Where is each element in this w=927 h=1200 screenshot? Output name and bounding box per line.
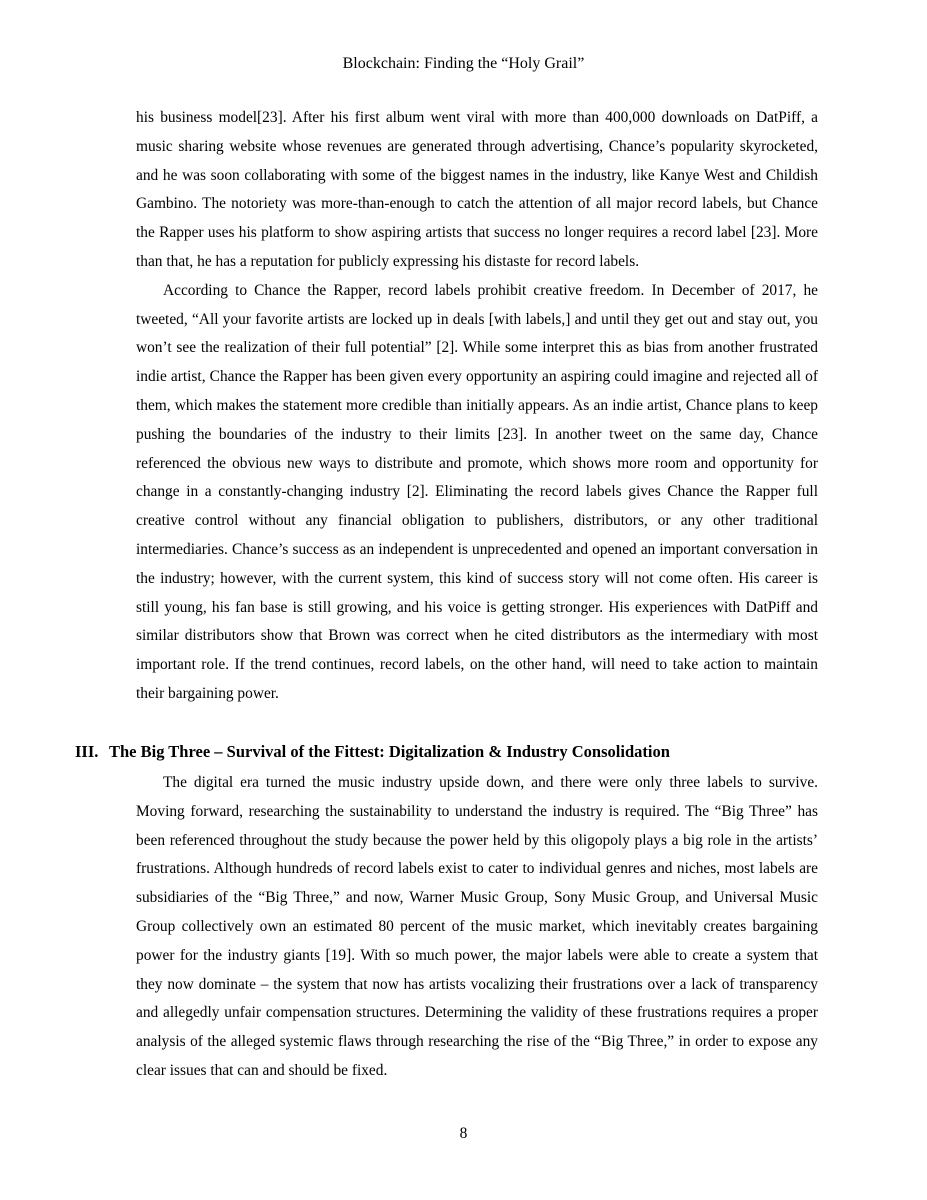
body-text-block <box>136 104 818 709</box>
section-heading <box>75 740 855 764</box>
paragraph: his business model[23]. After his first album went viral with more than 400,000 downloads on DatPiff, a music sharing website whose revenues are generated through advertising, Chance’s popularity skyrocketed, and he was soon collaborating with some of the biggest names in the industry, like Kanye West and Childish Gambino. The notoriety was more-than-enough to catch the attention of all major record labels, but Chance the Rapper uses his platform to show aspiring artists that success no longer requires a record label [23]. More than that, he has a reputation for publicly expressing his distaste for record labels. <box>136 109 818 270</box>
section-number: III. <box>75 742 99 761</box>
running-head-title: Blockchain: Finding the “Holy Grail” <box>342 55 585 72</box>
paragraph: According to Chance the Rapper, record labels prohibit creative freedom. In December of 2017, he tweeted, “All your favorite artists are locked up in deals [with labels,] and until they get out and stay out, you won’t see the realization of their full potential” [2]. While some interpret this as bias from another frustrated indie artist, Chance the Rapper has been given every opportunity an aspiring could imagine and rejected all of them, which makes the statement more credible than initially appears. As an indie artist, Chance plans to keep pushing the boundaries of the industry to their limits [23]. In another tweet on the same day, Chance referenced the obvious new ways to distribute and promote, which shows more room and opportunity for change in a constantly-changing industry [2]. Eliminating the record labels gives Chance the Rapper full creative control without any financial obligation to publishers, distributors, or any other traditional intermediaries. Chance’s success as an independent is unprecedented and opened an important conversation in the industry; however, with the current system, this kind of success story will not come often. His career is still young, his fan base is still growing, and his voice is getting stronger. His experiences with DatPiff and similar distributors show that Brown was correct when he cited distributors as the intermediary with most important role. If the trend continues, record labels, on the other hand, will need to take action to maintain their bargaining power. <box>136 281 818 702</box>
paragraph: The digital era turned the music industry upside down, and there were only three labels to survive. Moving forward, researching the sustainability to understand the industry is required. The “Big Three” has been referenced throughout the study because the power held by this oligopoly plays a big role in the artists’ frustrations. Although hundreds of record labels exist to cater to individual genres and niches, most labels are subsidiaries of the “Big Three,” and now, Warner Music Group, Sony Music Group, and Universal Music Group collectively own an estimated 80 percent of the music market, which inevitably creates bargaining power for the industry giants [19]. With so much power, the major labels were able to create a system that they now dominate – the system that now has artists vocalizing their frustrations over a lack of transparency and allegedly unfair compensation structures. Determining the validity of these frustrations requires a proper analysis of the alleged systemic flaws through researching the rise of the “Big Three,” in order to expose any clear issues that can and should be fixed. <box>136 774 818 1079</box>
section-title: The Big Three – Survival of the Fittest: Digitalization & Industry Consolidation <box>109 742 670 761</box>
section-body-text-block <box>136 769 818 1086</box>
page-number: 8 <box>459 1125 468 1142</box>
